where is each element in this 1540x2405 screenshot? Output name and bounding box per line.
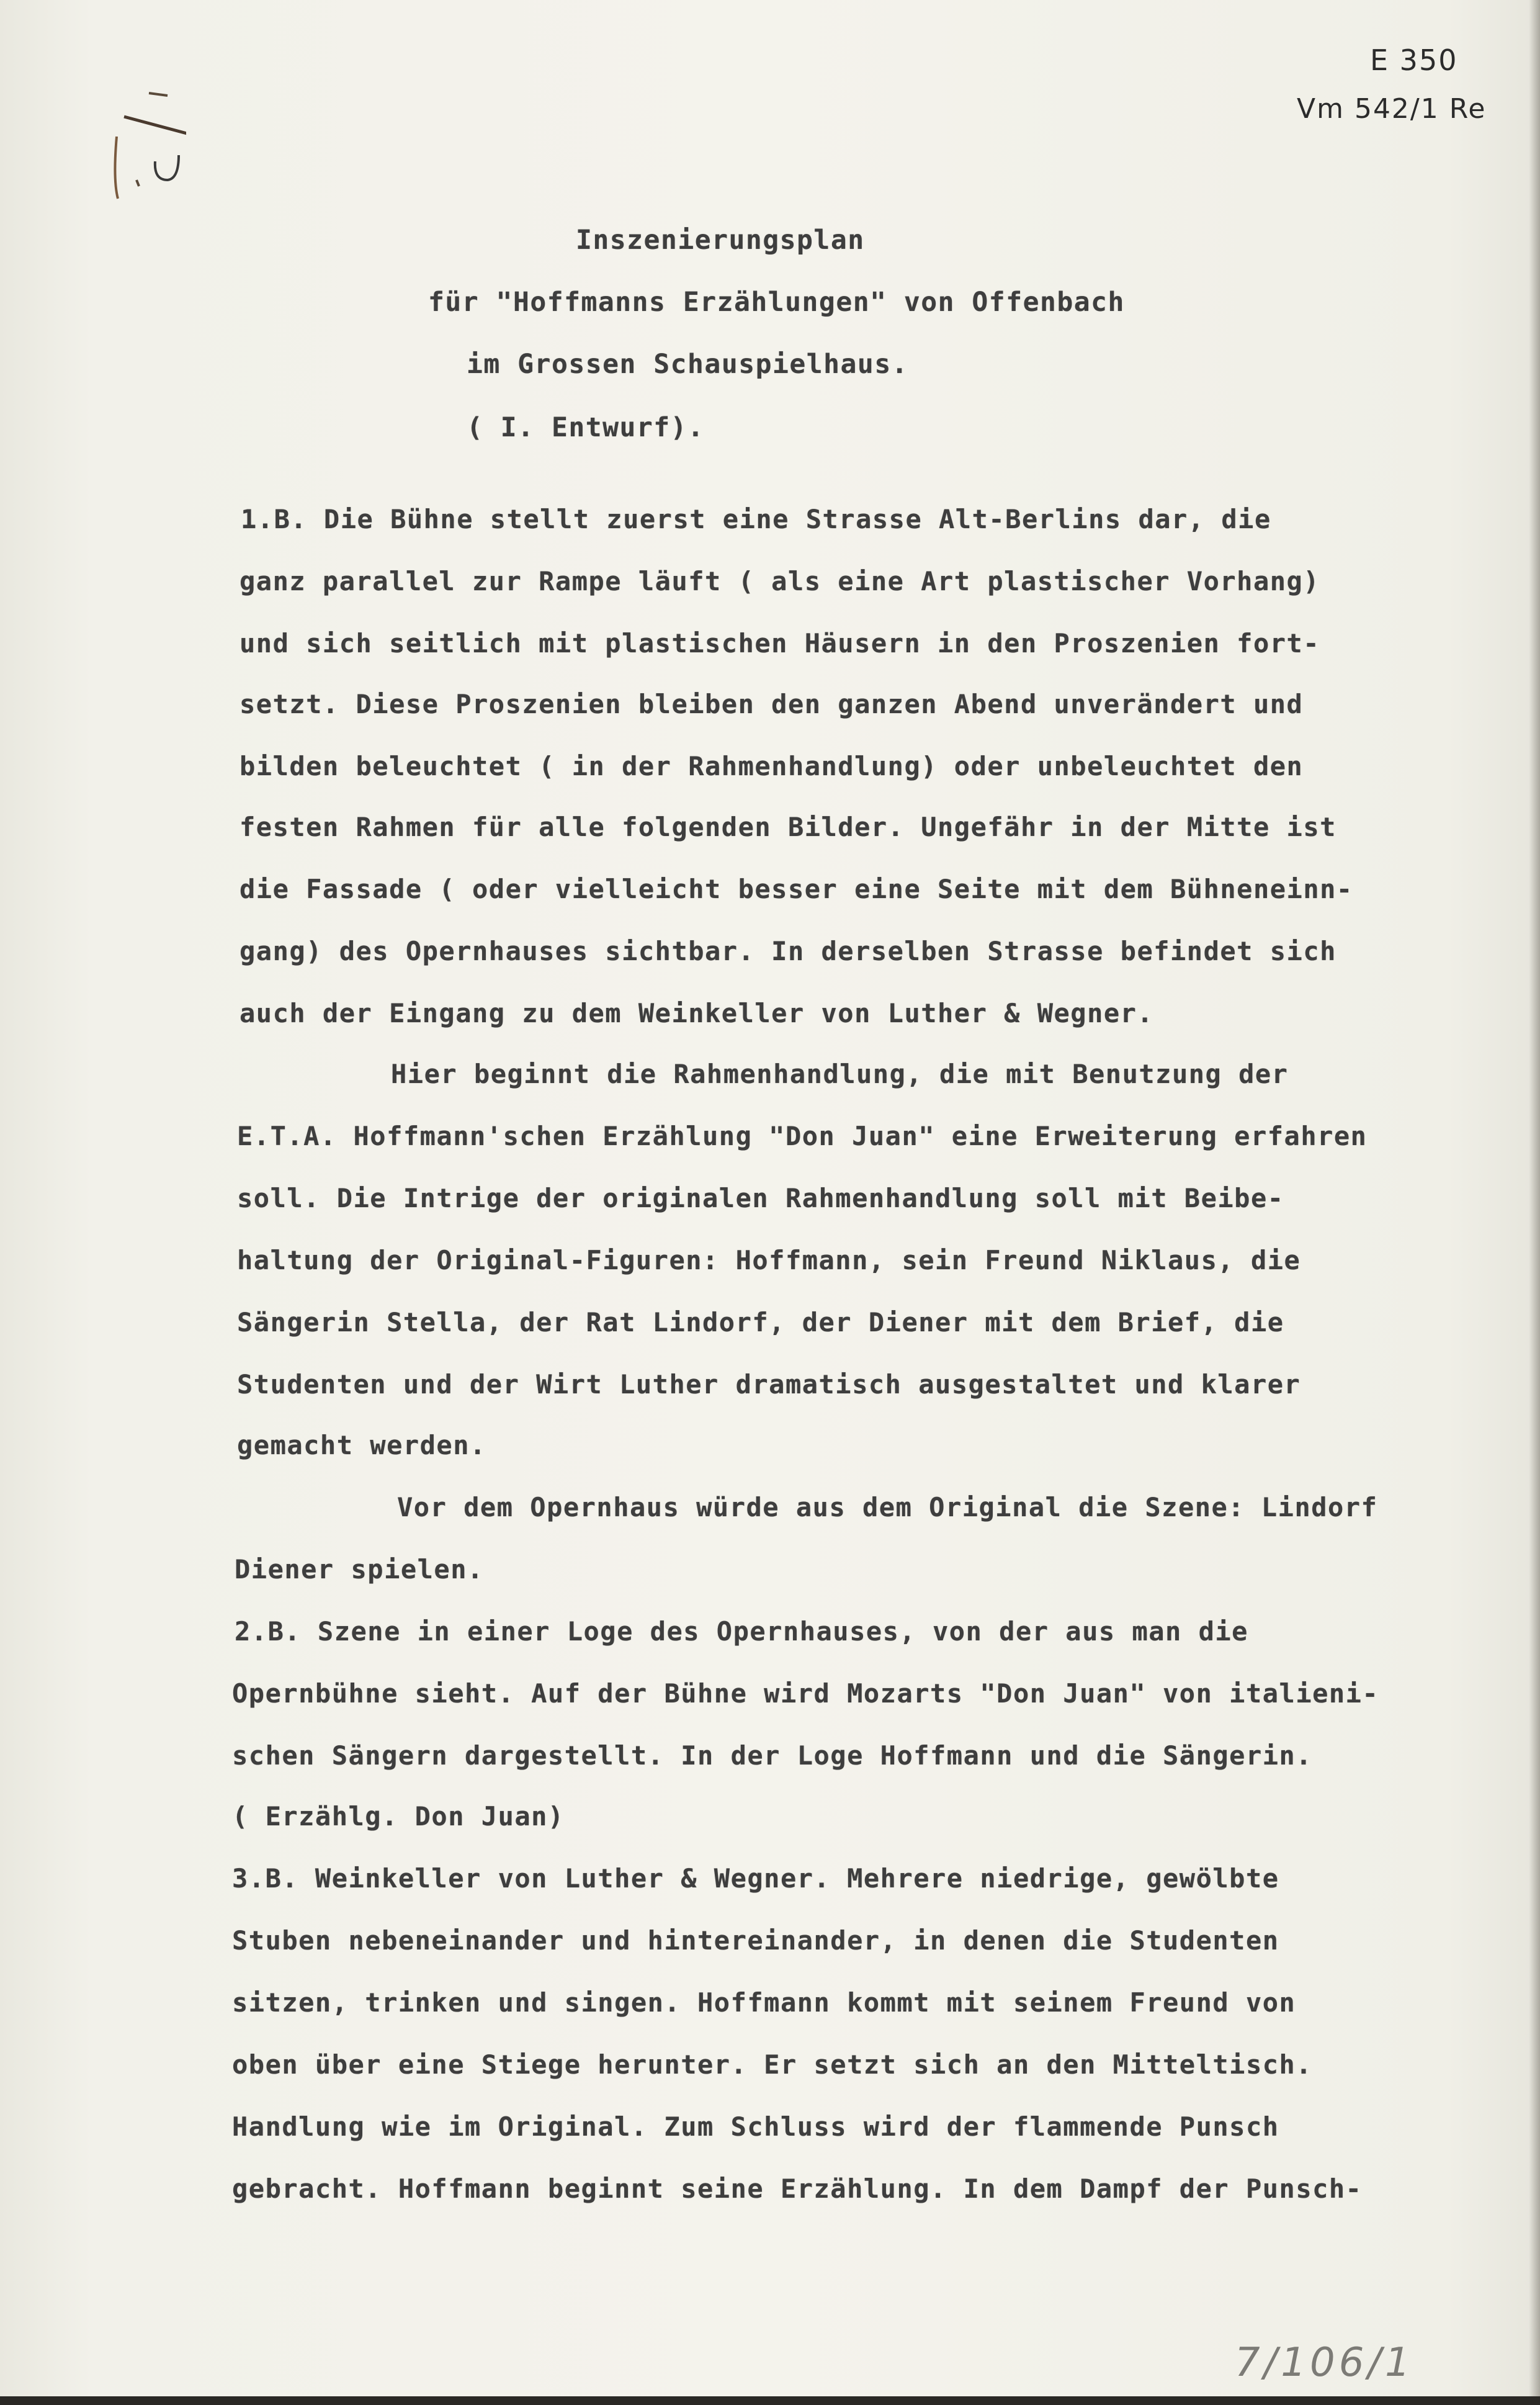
body-line: bilden beleuchtet ( in der Rahmenhandlung) oder unbeleuchtet den: [240, 751, 1304, 781]
reference-code: Vm 542/1 Re: [1297, 93, 1487, 125]
body-line: die Fassade ( oder vielleicht besser eine Seite mit dem Bühneneinn-: [240, 874, 1353, 904]
archive-code: E 350: [1370, 43, 1458, 77]
body-line: ( Erzählg. Don Juan): [232, 1801, 565, 1832]
title-line-1: Inszenierungsplan: [576, 225, 865, 256]
body-line: schen Sängern dargestellt. In der Loge Hoffmann und die Sängerin.: [232, 1740, 1313, 1771]
body-line: Hier beginnt die Rahmenhandlung, die mit Benutzung der: [391, 1059, 1289, 1089]
scan-bottom-edge: [0, 2396, 1540, 2405]
body-line: Stuben nebeneinander und hintereinander, in denen die Studenten: [232, 1925, 1279, 1956]
body-line: gebracht. Hoffmann beginnt seine Erzählung. In dem Dampf der Punsch-: [232, 2173, 1363, 2204]
body-line: Opernbühne sieht. Auf der Bühne wird Mozarts "Don Juan" von italieni-: [232, 1678, 1379, 1709]
title-line-2: für "Hoffmanns Erzählungen" von Offenbach: [428, 287, 1125, 318]
body-line: Studenten und der Wirt Luther dramatisch ausgestaltet und klarer: [237, 1369, 1301, 1400]
body-line: E.T.A. Hoffmann'schen Erzählung "Don Juan" eine Erweiterung erfahren: [237, 1121, 1368, 1151]
body-line: haltung der Original-Figuren: Hoffmann, sein Freund Niklaus, die: [237, 1245, 1301, 1275]
body-line: 1.B. Die Bühne stellt zuerst eine Strasse Alt-Berlins dar, die: [241, 504, 1271, 534]
body-line: Vor dem Opernhaus würde aus dem Original die Szene: Lindorf: [397, 1492, 1378, 1522]
body-line: 2.B. Szene in einer Loge des Opernhauses, von der aus man die: [235, 1616, 1248, 1647]
body-line: Handlung wie im Original. Zum Schluss wird der flammende Punsch: [232, 2111, 1279, 2142]
ink-mark-icon: [62, 87, 186, 211]
body-line: gemacht werden.: [237, 1430, 486, 1460]
page-edge-shadow: [1529, 0, 1540, 2405]
body-line: auch der Eingang zu dem Weinkeller von Luther & Wegner.: [240, 998, 1154, 1028]
body-line: sitzen, trinken und singen. Hoffmann kommt mit seinem Freund von: [232, 1987, 1296, 2018]
archive-stamp: 7/106/1: [1235, 2340, 1414, 2386]
body-line: festen Rahmen für alle folgenden Bilder. Ungefähr in der Mitte ist: [240, 812, 1336, 842]
body-line: ganz parallel zur Rampe läuft ( als eine Art plastischer Vorhang): [240, 566, 1320, 596]
title-line-3: im Grossen Schauspielhaus.: [467, 349, 909, 380]
body-line: setzt. Diese Proszenien bleiben den ganzen Abend unverändert und: [240, 689, 1304, 719]
body-line: und sich seitlich mit plastischen Häusern in den Proszenien fort-: [240, 628, 1320, 659]
body-line: 3.B. Weinkeller von Luther & Wegner. Mehrere niedrige, gewölbte: [232, 1863, 1279, 1894]
body-line: Diener spielen.: [235, 1554, 484, 1585]
body-line: gang) des Opernhauses sichtbar. In derselben Strasse befindet sich: [240, 936, 1336, 966]
title-line-4: ( I. Entwurf).: [467, 412, 705, 443]
body-line: oben über eine Stiege herunter. Er setzt sich an den Mitteltisch.: [232, 2049, 1313, 2080]
body-line: soll. Die Intrige der originalen Rahmenhandlung soll mit Beibe-: [237, 1183, 1284, 1213]
body-line: Sängerin Stella, der Rat Lindorf, der Diener mit dem Brief, die: [237, 1307, 1284, 1337]
